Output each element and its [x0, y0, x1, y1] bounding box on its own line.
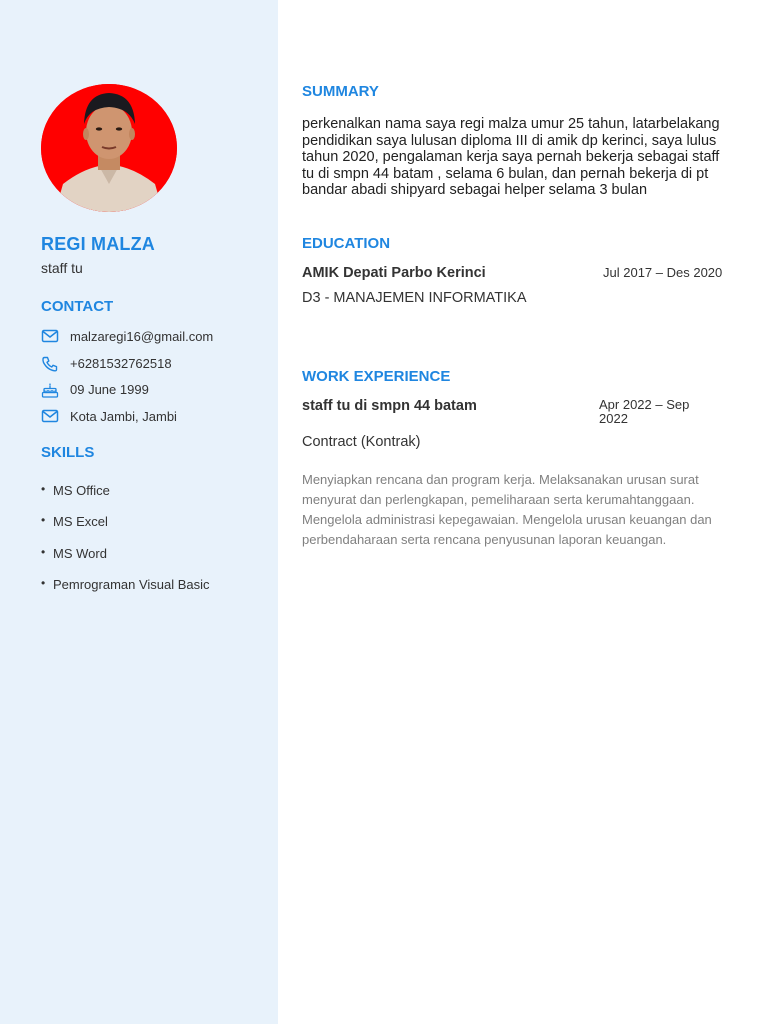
skill-label: MS Excel — [53, 514, 108, 530]
education-date: Jul 2017 – Des 2020 — [603, 265, 723, 280]
profile-name: REGI MALZA — [41, 234, 155, 254]
bullet-icon: • — [41, 482, 46, 496]
contact-list — [41, 328, 271, 434]
work-title: staff tu di smpn 44 batam — [302, 398, 477, 414]
bullet-icon: • — [41, 575, 46, 590]
profile-role: staff tu — [41, 260, 83, 276]
birthday-cake-icon — [41, 382, 61, 398]
skill-item — [41, 576, 271, 607]
contact-heading: CONTACT — [41, 298, 114, 315]
summary-text: perkenalkan nama saya regi malza umur 25 tahun, latarbelakang pendidikan saya lulusan diploma III di amik dp kerinci, saya lulus tahun 2020, pengalaman kerja saya pernah bekerja sebagai staff tu di smpn 44 batam , selama 6 bulan, dan pernah bekerja di pt bandar abadi shipyard sebagai helper selama 3 bulan — [302, 116, 720, 198]
sidebar — [0, 0, 278, 1024]
work-description: Menyiapkan rencana dan program kerja. Melaksanakan urusan surat menyurat dan perlengkapan, pemeliharaan serta kerumahtanggaan. Mengelola administrasi kepegawaian. Mengelola urusan keuangan dan perbendaharaan serta rencana penyusunan laporan keuangan. — [302, 472, 712, 547]
skill-item — [41, 482, 271, 513]
work-type: Contract (Kontrak) — [302, 434, 421, 450]
skills-list — [41, 482, 271, 607]
education-degree: D3 - MANAJEMEN INFORMATIKA — [302, 290, 527, 306]
contact-birthdate — [41, 381, 271, 408]
location-mail-icon — [41, 409, 61, 425]
contact-email-text: malzaregi16@gmail.com — [70, 329, 214, 344]
skills-heading: SKILLS — [41, 444, 95, 461]
skill-label: MS Word — [53, 545, 107, 561]
contact-email[interactable] — [41, 328, 271, 355]
summary-heading: SUMMARY — [302, 83, 379, 100]
bullet-icon: • — [41, 513, 46, 528]
work-date: Apr 2022 – Sep 2022 — [599, 397, 690, 426]
skill-label: Pemrograman Visual Basic — [53, 576, 210, 592]
profile-photo — [41, 84, 177, 212]
contact-address-text: Kota Jambi, Jambi — [70, 408, 177, 424]
education-heading: EDUCATION — [302, 235, 391, 252]
skill-item — [41, 513, 271, 544]
contact-phone-text: +6281532762518 — [70, 355, 172, 371]
contact-phone[interactable] — [41, 355, 271, 382]
phone-icon — [41, 356, 61, 372]
contact-address — [41, 408, 271, 435]
education-school: AMIK Depati Parbo Kerinci — [302, 265, 486, 281]
work-heading: WORK EXPERIENCE — [302, 368, 451, 385]
skill-label: MS Office — [53, 483, 110, 498]
contact-birthdate-text: 09 June 1999 — [70, 382, 149, 397]
skill-item — [41, 545, 271, 576]
email-icon — [41, 329, 61, 345]
bullet-icon: • — [41, 544, 46, 559]
